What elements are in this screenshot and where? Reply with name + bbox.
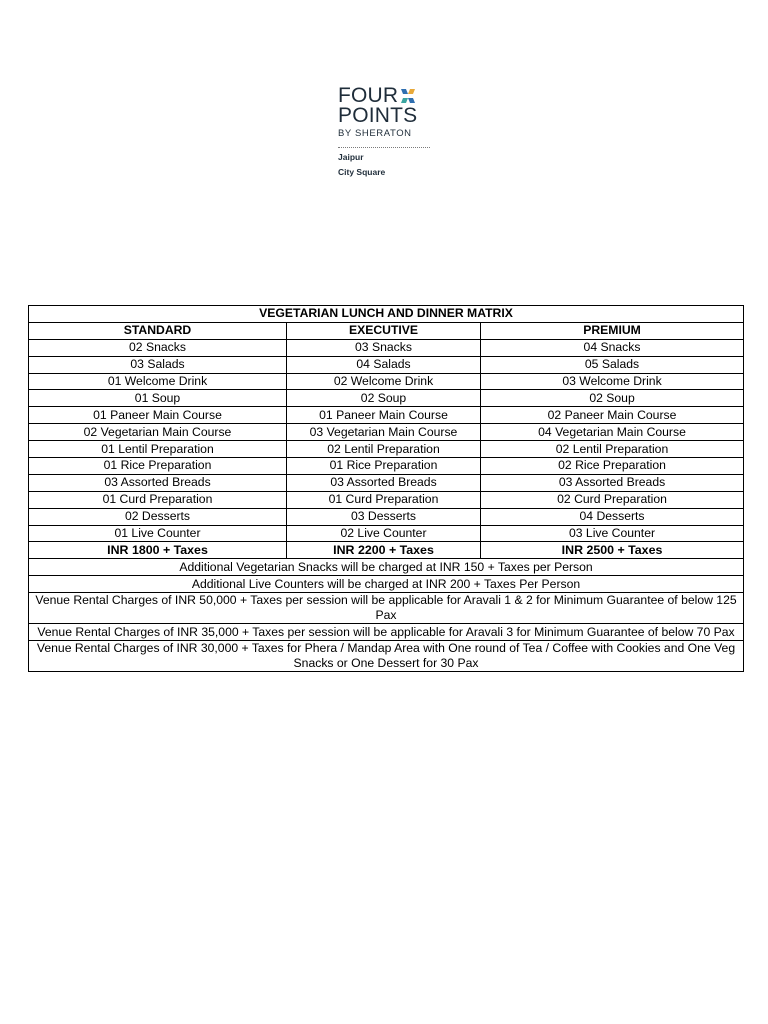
menu-item-executive: 03 Assorted Breads (287, 474, 481, 491)
table-row (29, 458, 744, 475)
logo-location-city: Jaipur (338, 152, 364, 162)
menu-item-executive: 03 Desserts (287, 508, 481, 525)
column-header-premium: PREMIUM (481, 322, 744, 339)
menu-item-standard: 01 Paneer Main Course (29, 407, 287, 424)
table-row (29, 441, 744, 458)
charge-note: Venue Rental Charges of INR 50,000 + Taxes per session will be applicable for Aravali 1 & 2 for Minimum Guarantee of below 125 Pax (29, 593, 744, 624)
menu-item-premium: 03 Live Counter (481, 525, 744, 542)
logo-location-area: City Square (338, 167, 386, 177)
price-premium: INR 2500 + Taxes (481, 542, 744, 559)
logo-points-text: POINTS (338, 104, 418, 127)
menu-item-premium: 02 Paneer Main Course (481, 407, 744, 424)
header-row (29, 322, 744, 339)
column-header-executive: EXECUTIVE (287, 322, 481, 339)
charge-note: Additional Vegetarian Snacks will be charged at INR 150 + Taxes per Person (29, 559, 744, 576)
note-row (29, 593, 744, 624)
menu-item-premium: 02 Rice Preparation (481, 458, 744, 475)
note-row (29, 641, 744, 672)
menu-item-standard: 01 Curd Preparation (29, 491, 287, 508)
menu-item-premium: 02 Soup (481, 390, 744, 407)
menu-item-executive: 01 Paneer Main Course (287, 407, 481, 424)
menu-item-premium: 05 Salads (481, 356, 744, 373)
menu-item-standard: 02 Vegetarian Main Course (29, 424, 287, 441)
menu-item-executive: 03 Snacks (287, 339, 481, 356)
menu-item-standard: 01 Welcome Drink (29, 373, 287, 390)
menu-item-standard: 02 Desserts (29, 508, 287, 525)
menu-item-premium: 04 Snacks (481, 339, 744, 356)
menu-item-executive: 02 Live Counter (287, 525, 481, 542)
price-standard: INR 1800 + Taxes (29, 542, 287, 559)
table-row (29, 491, 744, 508)
logo-four-row (338, 86, 438, 106)
title-row (29, 306, 744, 323)
table-row (29, 474, 744, 491)
vegetarian-menu-matrix (28, 305, 744, 672)
menu-item-executive: 03 Vegetarian Main Course (287, 424, 481, 441)
column-header-standard: STANDARD (29, 322, 287, 339)
menu-item-standard: 03 Assorted Breads (29, 474, 287, 491)
menu-item-standard: 01 Soup (29, 390, 287, 407)
table-row (29, 508, 744, 525)
table-row (29, 356, 744, 373)
logo-four-text: FOUR (338, 84, 399, 107)
logo-by-sheraton-text: BY SHERATON (338, 128, 412, 139)
logo-x-mark-icon (400, 88, 416, 104)
menu-item-standard: 01 Rice Preparation (29, 458, 287, 475)
charge-note: Venue Rental Charges of INR 30,000 + Taxes for Phera / Mandap Area with One round of Tea / Coffee with Cookies and One Veg Snacks or One Dessert for 30 Pax (29, 641, 744, 672)
table-row (29, 424, 744, 441)
menu-item-executive: 02 Welcome Drink (287, 373, 481, 390)
menu-item-executive: 02 Lentil Preparation (287, 441, 481, 458)
menu-item-standard: 01 Lentil Preparation (29, 441, 287, 458)
note-row (29, 576, 744, 593)
price-row (29, 542, 744, 559)
menu-item-standard: 03 Salads (29, 356, 287, 373)
hotel-logo (338, 86, 438, 178)
note-row (29, 559, 744, 576)
menu-item-executive: 01 Rice Preparation (287, 458, 481, 475)
table-row (29, 390, 744, 407)
menu-item-premium: 02 Curd Preparation (481, 491, 744, 508)
menu-item-premium: 04 Desserts (481, 508, 744, 525)
logo-divider (338, 147, 430, 148)
note-row (29, 624, 744, 641)
menu-item-premium: 04 Vegetarian Main Course (481, 424, 744, 441)
charge-note: Venue Rental Charges of INR 35,000 + Taxes per session will be applicable for Aravali 3 for Minimum Guarantee of below 70 Pax (29, 624, 744, 641)
table-row (29, 373, 744, 390)
menu-item-premium: 03 Welcome Drink (481, 373, 744, 390)
menu-item-standard: 01 Live Counter (29, 525, 287, 542)
menu-item-standard: 02 Snacks (29, 339, 287, 356)
menu-item-executive: 02 Soup (287, 390, 481, 407)
table-row (29, 339, 744, 356)
table-row (29, 525, 744, 542)
charge-note: Additional Live Counters will be charged at INR 200 + Taxes Per Person (29, 576, 744, 593)
menu-item-premium: 03 Assorted Breads (481, 474, 744, 491)
matrix-title: VEGETARIAN LUNCH AND DINNER MATRIX (29, 306, 744, 323)
menu-item-executive: 04 Salads (287, 356, 481, 373)
table-row (29, 407, 744, 424)
price-executive: INR 2200 + Taxes (287, 542, 481, 559)
menu-item-premium: 02 Lentil Preparation (481, 441, 744, 458)
menu-item-executive: 01 Curd Preparation (287, 491, 481, 508)
